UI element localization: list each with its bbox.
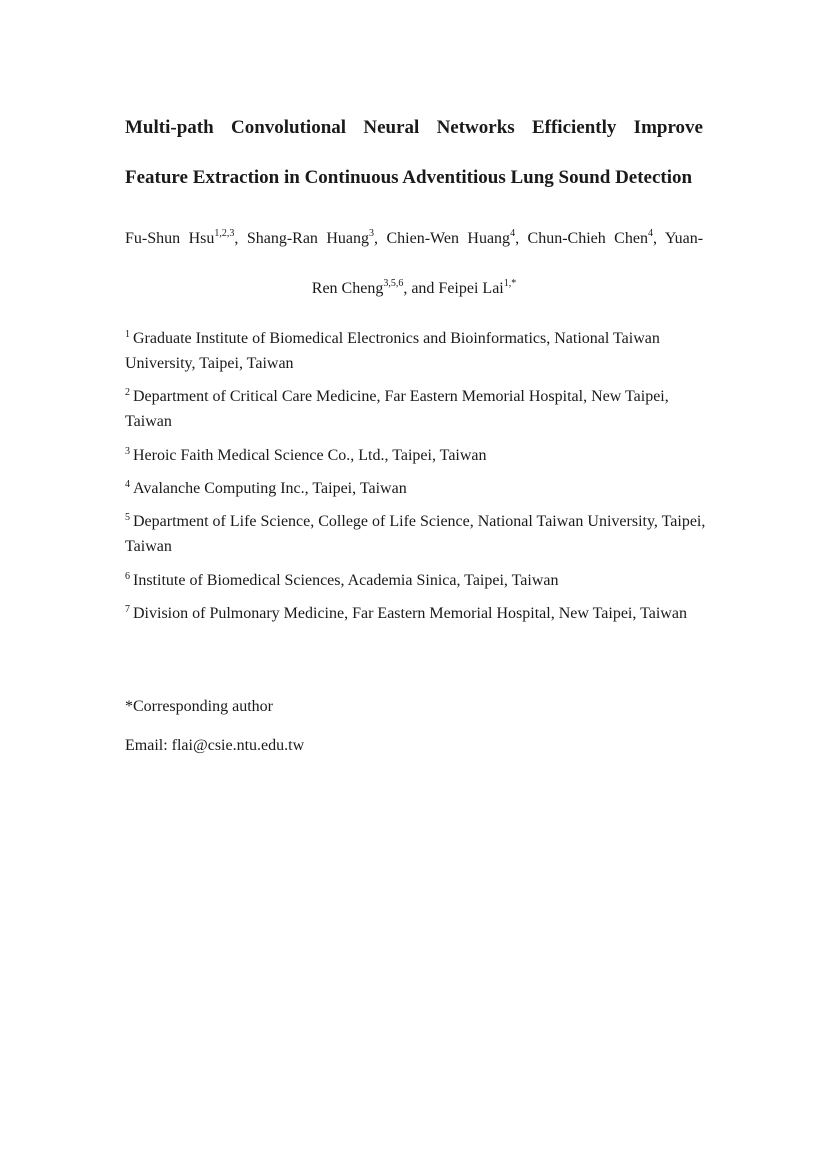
affiliation-number: 2: [125, 387, 130, 398]
author-affil-sup: 1,*: [503, 277, 517, 289]
author-affil-sup: 3,5,6: [383, 277, 404, 289]
affiliation-1: [125, 326, 715, 376]
author-affil-sup: 4: [510, 227, 516, 239]
corresponding-email: Email: flai@csie.ntu.edu.tw: [125, 737, 305, 754]
affiliation-number: 1: [125, 329, 130, 340]
author-separator: ,: [515, 230, 528, 247]
affiliation-text: Department of Critical Care Medicine, Far Eastern Memorial Hospital, New Taipei, Taiwan: [125, 388, 669, 430]
author-name: Shang-Ran Huang: [246, 230, 370, 247]
affiliation-7: [125, 601, 715, 626]
affiliation-text: Heroic Faith Medical Science Co., Ltd., Taipei, Taiwan: [133, 447, 487, 464]
author-separator: , and: [403, 280, 439, 297]
author-name: Feipei Lai: [438, 280, 504, 297]
affiliation-text: Avalanche Computing Inc., Taipei, Taiwan: [133, 480, 407, 497]
author-name: Chien-Wen Huang: [386, 230, 511, 247]
author-affil-sup: 4: [647, 227, 653, 239]
author-separator: ,: [652, 230, 665, 247]
affiliation-number: 6: [125, 571, 130, 582]
author-name: Fu-Shun Hsu: [125, 230, 215, 247]
author-affil-sup: 3: [369, 227, 375, 239]
author-list-line-2: [125, 277, 703, 297]
affiliation-4: [125, 476, 715, 501]
author-list-line-1: [125, 227, 704, 247]
affiliation-2: [125, 384, 715, 434]
affiliation-number: 5: [125, 512, 130, 523]
author-separator: ,: [374, 230, 387, 247]
affiliation-number: 3: [125, 446, 130, 457]
affiliation-text: Division of Pulmonary Medicine, Far Eastern Memorial Hospital, New Taipei, Taiwan: [133, 605, 687, 622]
affiliation-number: 4: [125, 479, 130, 490]
author-name: Chun-Chieh Chen: [527, 230, 648, 247]
affiliation-6: [125, 568, 715, 593]
paper-title-line-2: Feature Extraction in Continuous Adventitious Lung Sound Detection: [125, 167, 693, 188]
author-separator: ,: [234, 230, 247, 247]
author-name-part-2: Ren Cheng: [311, 280, 384, 297]
corresponding-author-label: *Corresponding author: [125, 698, 273, 715]
affiliation-text: Institute of Biomedical Sciences, Academia Sinica, Taipei, Taiwan: [133, 572, 559, 589]
affiliation-3: [125, 443, 715, 468]
affiliation-5: [125, 509, 715, 559]
paper-title-line-1: Multi-path Convolutional Neural Networks Efficiently Improve: [125, 117, 703, 138]
author-name-part-1: Yuan-: [664, 230, 704, 247]
affiliation-number: 7: [125, 604, 130, 615]
affiliation-text: Department of Life Science, College of Life Science, National Taiwan University, Taipei, Taiwan: [125, 513, 706, 555]
author-affil-sup: 1,2,3: [214, 227, 235, 239]
affiliation-text: Graduate Institute of Biomedical Electronics and Bioinformatics, National Taiwan University, Taipei, Taiwan: [125, 330, 660, 372]
